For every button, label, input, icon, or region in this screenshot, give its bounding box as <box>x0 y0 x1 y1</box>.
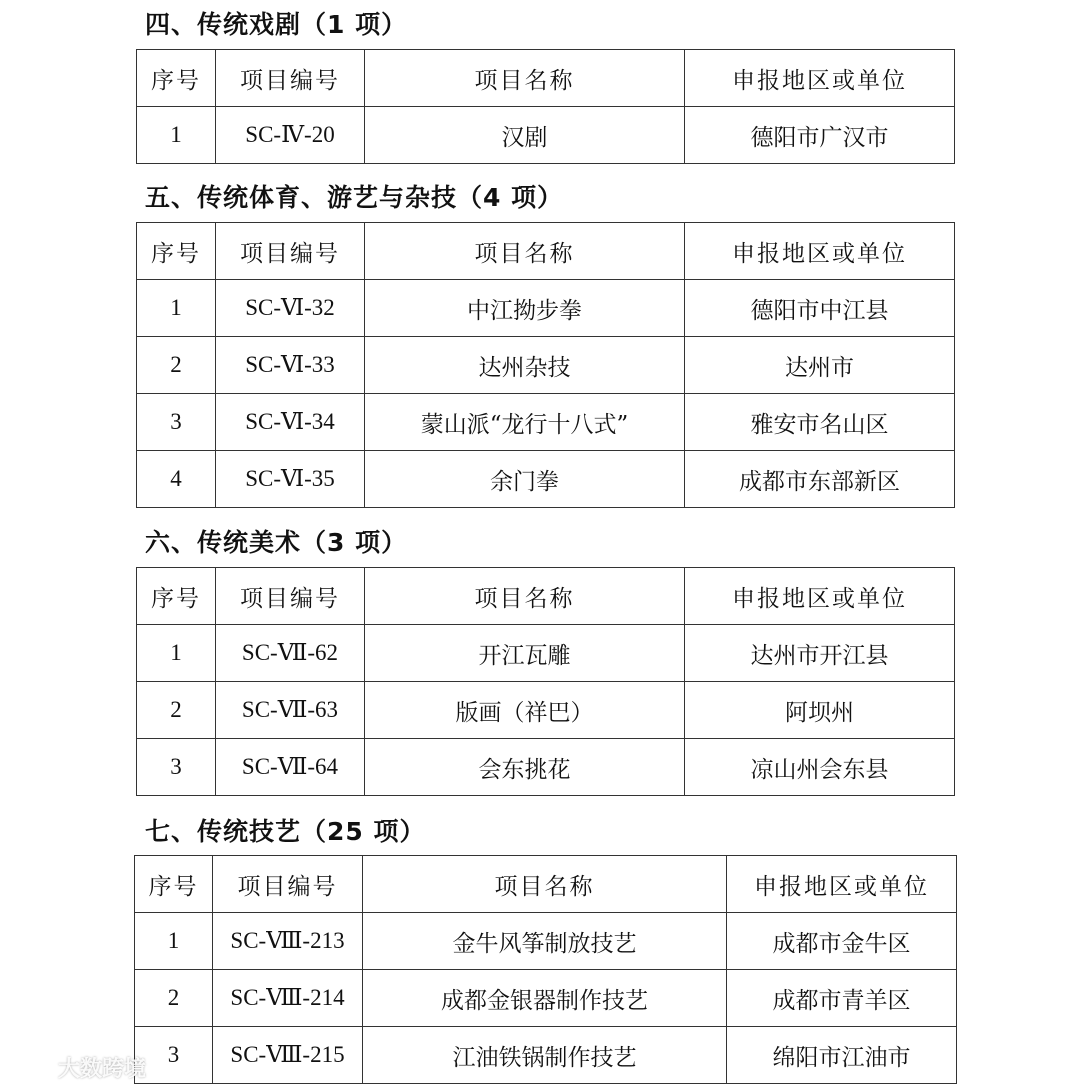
cell-index: 4 <box>137 451 216 508</box>
table-row <box>137 107 955 164</box>
table-row <box>137 280 955 337</box>
section-title-drama: 四、传统戏剧（1 项） <box>145 10 408 39</box>
table-row <box>137 625 955 682</box>
header-region: 申报地区或单位 <box>685 568 955 625</box>
table-header-row <box>137 223 955 280</box>
cell-index: 3 <box>137 394 216 451</box>
table-header-row <box>135 856 957 913</box>
cell-code: SC-Ⅷ-214 <box>213 970 363 1027</box>
header-index: 序号 <box>137 223 216 280</box>
cell-index: 2 <box>137 337 216 394</box>
cell-code: SC-Ⅷ-215 <box>213 1027 363 1084</box>
table-fine-arts <box>136 567 955 796</box>
cell-name: 开江瓦雕 <box>365 625 685 682</box>
table-header-row <box>137 50 955 107</box>
header-index: 序号 <box>137 50 216 107</box>
section-title-craftsmanship: 七、传统技艺（25 项） <box>145 817 426 846</box>
cell-name: 版画（祥巴） <box>365 682 685 739</box>
table-craftsmanship <box>134 855 957 1084</box>
cell-name: 江油铁锅制作技艺 <box>363 1027 727 1084</box>
header-code: 项目编号 <box>216 50 365 107</box>
cell-code: SC-Ⅳ-20 <box>216 107 365 164</box>
table-row <box>135 913 957 970</box>
cell-code: SC-Ⅶ-63 <box>216 682 365 739</box>
section-title-fine-arts: 六、传统美术（3 项） <box>145 528 408 557</box>
header-name: 项目名称 <box>365 223 685 280</box>
table-row <box>137 451 955 508</box>
cell-index: 2 <box>137 682 216 739</box>
cell-name: 蒙山派“龙行十八式” <box>365 394 685 451</box>
cell-code: SC-Ⅶ-64 <box>216 739 365 796</box>
header-code: 项目编号 <box>216 568 365 625</box>
header-name: 项目名称 <box>365 50 685 107</box>
cell-index: 1 <box>135 913 213 970</box>
cell-region: 绵阳市江油市 <box>727 1027 957 1084</box>
table-row <box>137 394 955 451</box>
header-index: 序号 <box>135 856 213 913</box>
cell-name: 会东挑花 <box>365 739 685 796</box>
header-code: 项目编号 <box>213 856 363 913</box>
header-name: 项目名称 <box>365 568 685 625</box>
header-code: 项目编号 <box>216 223 365 280</box>
header-region: 申报地区或单位 <box>685 50 955 107</box>
cell-index: 3 <box>135 1027 213 1084</box>
cell-region: 凉山州会东县 <box>685 739 955 796</box>
table-row <box>135 1027 957 1084</box>
cell-code: SC-Ⅶ-62 <box>216 625 365 682</box>
table-row <box>137 739 955 796</box>
cell-name: 余门拳 <box>365 451 685 508</box>
cell-region: 雅安市名山区 <box>685 394 955 451</box>
watermark <box>12 1052 146 1083</box>
table-drama <box>136 49 955 164</box>
cell-name: 成都金银器制作技艺 <box>363 970 727 1027</box>
cell-region: 德阳市广汉市 <box>685 107 955 164</box>
cell-code: SC-Ⅵ-33 <box>216 337 365 394</box>
table-row <box>137 682 955 739</box>
cell-name: 中江拗步拳 <box>365 280 685 337</box>
cell-index: 2 <box>135 970 213 1027</box>
table-header-row <box>137 568 955 625</box>
cell-name: 金牛风筝制放技艺 <box>363 913 727 970</box>
cell-region: 成都市青羊区 <box>727 970 957 1027</box>
cell-code: SC-Ⅵ-35 <box>216 451 365 508</box>
cell-region: 达州市开江县 <box>685 625 955 682</box>
cell-index: 1 <box>137 625 216 682</box>
cell-code: SC-Ⅵ-32 <box>216 280 365 337</box>
watermark-text: 大数跨境 <box>58 1057 147 1082</box>
cell-region: 成都市金牛区 <box>727 913 957 970</box>
cell-region: 阿坝州 <box>685 682 955 739</box>
cell-region: 成都市东部新区 <box>685 451 955 508</box>
table-row <box>137 337 955 394</box>
brand-logo-icon <box>12 1054 52 1082</box>
header-region: 申报地区或单位 <box>685 223 955 280</box>
header-region: 申报地区或单位 <box>727 856 957 913</box>
cell-region: 达州市 <box>685 337 955 394</box>
header-name: 项目名称 <box>363 856 727 913</box>
cell-index: 3 <box>137 739 216 796</box>
cell-index: 1 <box>137 280 216 337</box>
section-title-sports: 五、传统体育、游艺与杂技（4 项） <box>145 183 564 212</box>
table-sports <box>136 222 955 508</box>
cell-region: 德阳市中江县 <box>685 280 955 337</box>
table-row <box>135 970 957 1027</box>
cell-index: 1 <box>137 107 216 164</box>
cell-code: SC-Ⅷ-213 <box>213 913 363 970</box>
cell-name: 汉剧 <box>365 107 685 164</box>
cell-name: 达州杂技 <box>365 337 685 394</box>
cell-code: SC-Ⅵ-34 <box>216 394 365 451</box>
header-index: 序号 <box>137 568 216 625</box>
